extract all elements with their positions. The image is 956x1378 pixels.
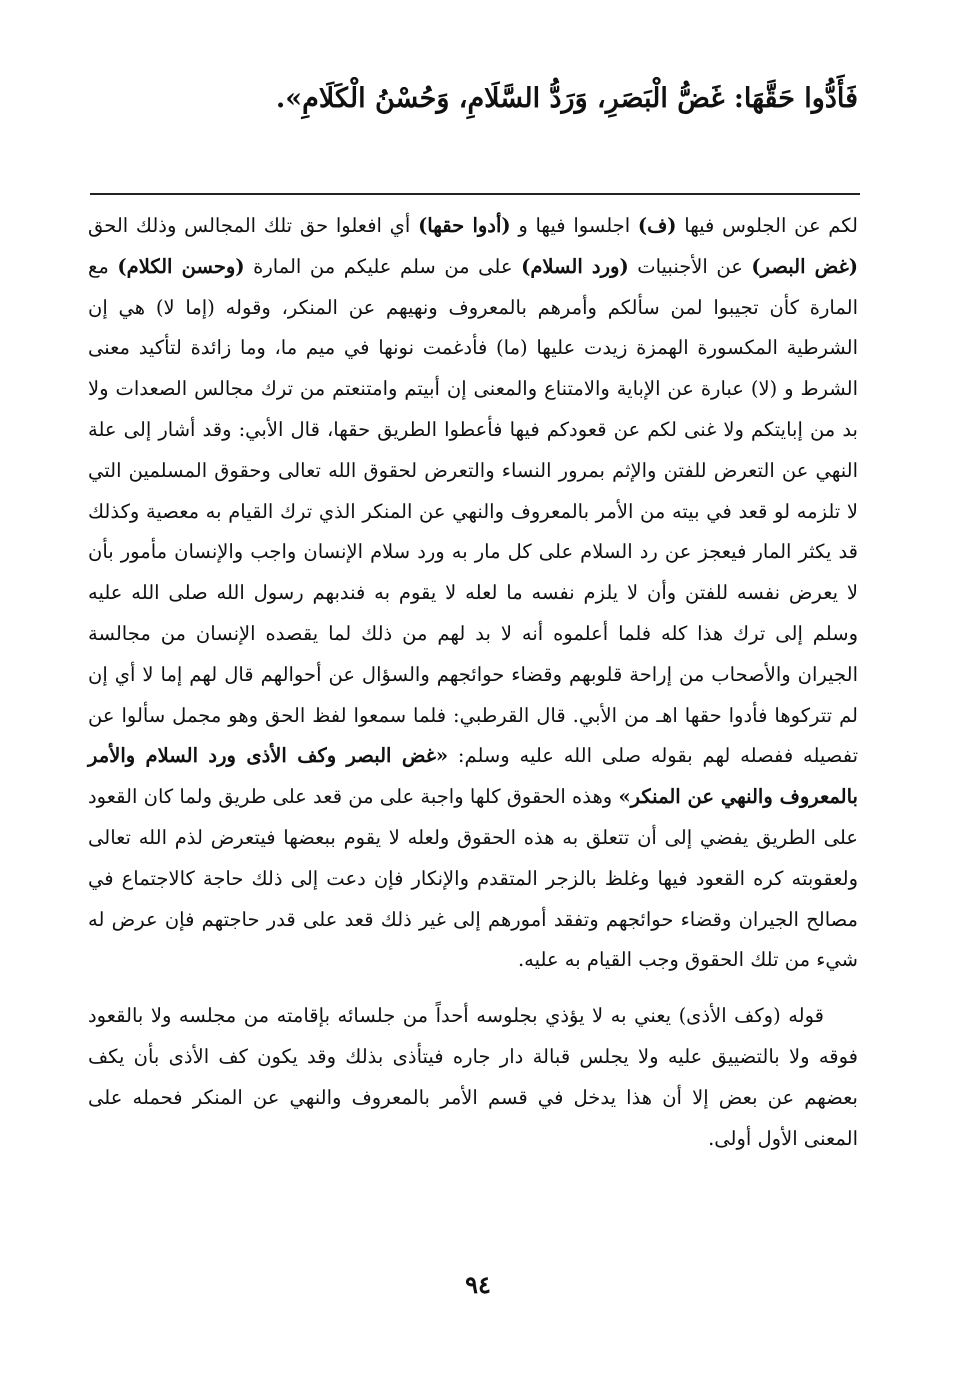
hadith-text: فَأَدُّوا حَقَّهَا: غَضُّ الْبَصَرِ، وَرَدُّ السَّلَامِ، وَحُسْنُ الْكَلَامِ». bbox=[275, 83, 858, 114]
bold-phrase: (ورد السلام) bbox=[521, 254, 629, 278]
bold-phrase: (ف) bbox=[637, 214, 677, 237]
separator-line bbox=[90, 193, 860, 195]
commentary-block bbox=[88, 206, 858, 1159]
text-run: وهذه الحقوق كلها واجبة على من قعد على طريق ولما كان القعود على الطريق يفضي إلى أن تتعلق به هذه الحقوق ولعله لا يقوم ببعضها فيتعرض لذم الله تعالى ولعقوبته كره القعود فيها وغلظ بالزجر المتقدم والإنكار فإن دعت إلى ذلك حاجة كالاجتماع في مصالح الجيران وقضاء حوائجهم وتفقد أمورهم إلى غير ذلك قعد على قدر حاجتهم فإن عرض له شيء من تلك الحقوق وجب القيام به عليه. bbox=[88, 785, 858, 972]
text-run: اجلسوا فيها و bbox=[510, 214, 638, 237]
commentary-paragraph: قوله (وكف الأذى) يعني به لا يؤذي بجلوسه أحداً من جلسائه بإقامته من مجلسه ولا بالقعود فوقه ولا بالتضييق عليه ولا يجلس قبالة دار جاره فيتأذى بذلك وقد يكون كف الأذى بأن يكف بعضهم عن بعض إلا أن هذا يدخل في قسم الأمر بالمعروف والنهي عن المنكر فحمله على المعنى الأول أولى. bbox=[88, 1004, 858, 1150]
text-run: مع المارة كأن تجيبوا لمن سألكم وأمرهم بالمعروف ونهيهم عن المنكر، وقوله (إما لا) هي إن الشرطية المكسورة الهمزة زيدت عليها (ما) فأدغمت نونها في ميم ما، وما زائدة لتأكيد معنى الشرط و (لا) عبارة عن الإباية والامتناع والمعنى إن أبيتم وامتنعتم من ترك مجالس الصعدات ولا بد من إبايتكم ولا غنى لكم عن قعودكم فيها فأعطوا الطريق حقها، قال الأبي: وقد أشار إلى علة النهي عن التعرض للفتن والإثم بمرور النساء والتعرض لحقوق الله تعالى وحقوق المسلمين التي لا تلزمه لو قعد في بيته من الأمر بالمعروف والنهي عن المنكر الذي ترك القيام به معصية وكذلك قد يكثر المار فيعجز عن رد السلام على كل مار به ورد سلام الإنسان واجب والإنسان مأمور بأن لا يعرض نفسه للفتن وأن لا يلزم نفسه ما لعله لا يقوم به فندبهم رسول الله صلى الله عليه وسلم إلى ترك هذا كله فلما أعلموه أنه لا بد لهم من ذلك لما يقصده الإنسان من مجالسة الجيران والأصحاب من إراحة قلوبهم وقضاء حوائجهم والسؤال عن أحوالهم قال لهم إما لا أي إن لم تتركوها فأدوا حقها اهـ من الأبي. قال القرطبي: فلما سمعوا لفظ الحق وهو مجمل سألوا عن تفصيله ففصله لهم بقوله صلى الله عليه وسلم: bbox=[88, 254, 858, 768]
bold-phrase: (أدوا حقها) bbox=[418, 214, 511, 237]
text-run: على من سلم عليكم من المارة bbox=[244, 254, 522, 278]
bold-phrase: (غض البصر) bbox=[751, 254, 858, 278]
bold-phrase: (وحسن الكلام) bbox=[117, 254, 245, 278]
text-run: عن الأجنبيات bbox=[628, 254, 752, 278]
commentary-paragraph bbox=[88, 206, 858, 981]
text-run: أي افعلوا حق تلك المجالس وذلك الحق bbox=[88, 214, 419, 237]
text-run: لكم عن الجلوس فيها bbox=[676, 214, 858, 237]
bold-phrase: «غض البصر وكف الأذى ورد السلام والأمر بالمعروف والنهي عن المنكر» bbox=[88, 744, 858, 809]
page-number: ٩٤ bbox=[465, 1270, 491, 1299]
